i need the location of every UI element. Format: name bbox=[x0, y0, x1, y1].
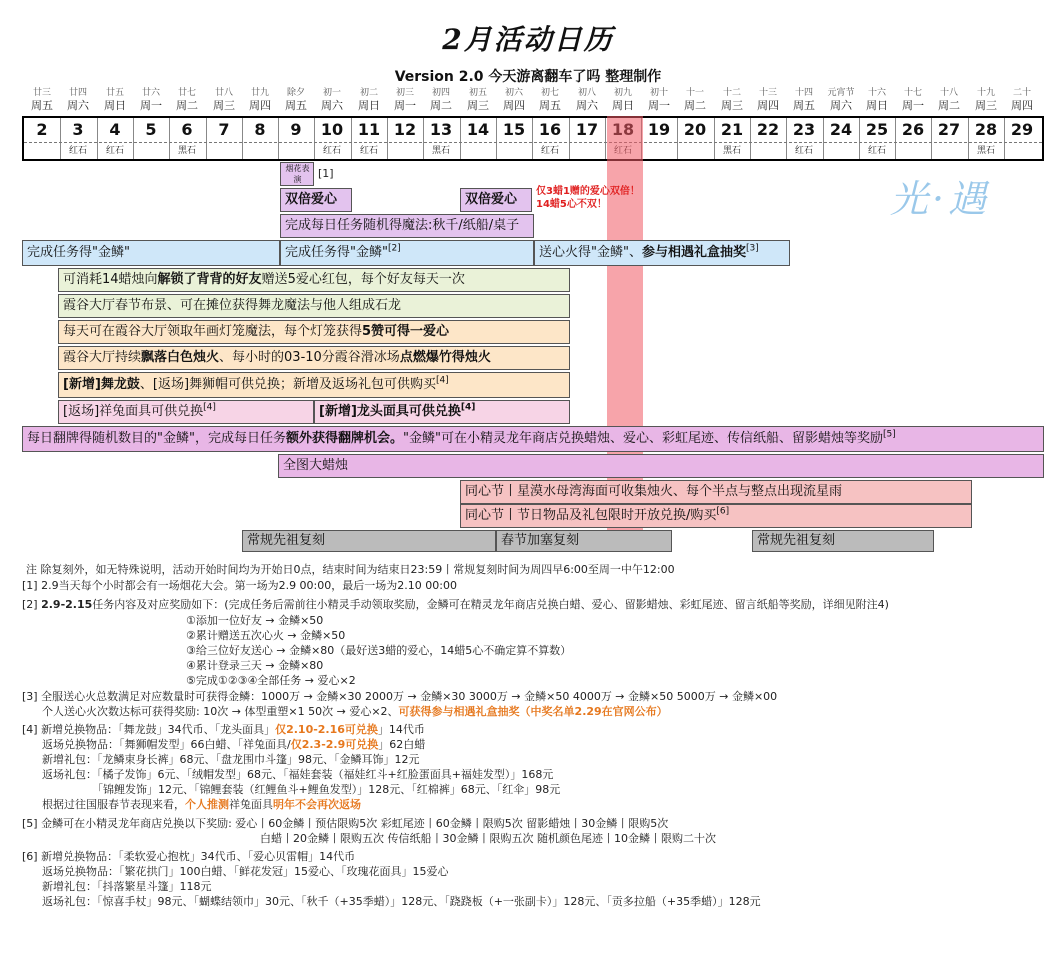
lunar-date: 初五 bbox=[468, 88, 487, 98]
lunar-date: 除夕 bbox=[286, 88, 305, 98]
lunar-date: 十四 bbox=[794, 88, 813, 98]
day-number: 4 bbox=[109, 120, 121, 139]
calendar-divider bbox=[24, 142, 1042, 143]
big-candle-bar: 全图大蜡烛 bbox=[278, 454, 1044, 478]
double-heart-bar-1: 双倍爱心 bbox=[280, 188, 352, 212]
note-2: [2] 2.9-2.15任务内容及对应奖励如下：(完成任务后需前往小精灵手动领取奖励，金鳞可在精灵龙年商店兑换白蜡、爱心、留影蜡烛、彩虹尾迹、留言纸船等奖励，详细见附注4) bbox=[22, 598, 889, 611]
day-number: 26 bbox=[901, 120, 925, 139]
note-4-line-6: 根据过往国服春节表现来看，个人推测祥兔面具明年不会再次返场 bbox=[42, 798, 361, 811]
note-4-line-5: 「锦鲤发饰」12元、「锦鲤套装（红鲤鱼斗+鲤鱼发型）」128元、「红棉裤」68元、「红伞」98元 bbox=[92, 783, 561, 796]
weekday-label: 周三 bbox=[467, 99, 489, 112]
note-1: [1] 2.9当天每个小时都会有一场烟花大会。第一场为2.9 00:00，最后一场为2.10 00:00 bbox=[22, 579, 457, 592]
lunar-date: 十七 bbox=[903, 88, 922, 98]
weekday-label: 周二 bbox=[938, 99, 960, 112]
candlelight-bar: 霞谷大厅持续飘落白色烛火、每小时的03-10分霞谷滑冰场点燃爆竹得烛火 bbox=[58, 346, 570, 370]
lunar-date: 十二 bbox=[722, 88, 741, 98]
weekday-label: 周二 bbox=[176, 99, 198, 112]
note-2-item: ④累计登录三天 → 金鳞×80 bbox=[186, 659, 324, 672]
weekday-label: 周五 bbox=[539, 99, 561, 112]
card-flip-bar: 每日翻牌得随机数目的"金鳞"，完成每日任务额外获得翻牌机会。"金鳞"可在小精灵龙年商店兑换蜡烛、爱心、彩虹尾迹、传信纸船、留影蜡烛等奖励[5] bbox=[22, 426, 1044, 452]
day-number: 12 bbox=[393, 120, 417, 139]
weekday-label: 周五 bbox=[31, 99, 53, 112]
day-number: 25 bbox=[865, 120, 889, 139]
weekday-label: 周一 bbox=[648, 99, 670, 112]
weekday-label: 周一 bbox=[394, 99, 416, 112]
note-6-line-4: 返场礼包：「惊喜手杖」98元、「蝴蝶结领巾」30元、「秋千（+35季蜡）」128元、「跷跷板（+一张副卡）」128元、「贡多拉船（+35季蜡）」128元 bbox=[42, 895, 761, 908]
lunar-date: 元宵节 bbox=[827, 88, 855, 98]
day-number: 10 bbox=[320, 120, 344, 139]
day-number: 5 bbox=[145, 120, 157, 139]
daily-magic-bar: 完成每日任务随机得魔法:秋千/纸船/桌子 bbox=[280, 214, 534, 238]
day-tag: 红石 bbox=[794, 146, 813, 156]
lunar-date: 初七 bbox=[540, 88, 559, 98]
weekday-label: 周六 bbox=[321, 99, 343, 112]
day-number: 15 bbox=[502, 120, 526, 139]
lunar-date: 初九 bbox=[613, 88, 632, 98]
weekday-label: 周三 bbox=[975, 99, 997, 112]
note-3-line-1: [3] 全服送心火总数满足对应数量时可获得金鳞：1000万 → 金鳞×30 2000万 → 金鳞×30 3000万 → 金鳞×50 4000万 → 金鳞×50 5000万 → 金鳞×00 bbox=[22, 690, 778, 703]
day-number: 3 bbox=[72, 120, 84, 139]
day-tag: 黑石 bbox=[431, 146, 450, 156]
note-4-line-2: 返场兑换物品：「舞狮帽发型」66白蜡、「祥兔面具/仅2.3-2.9可兑换」62白蜡 bbox=[42, 738, 426, 751]
note-3-line-2: 个人送心火次数达标可获得奖励: 10次 → 体型重塑×1 50次 → 爱心×2、可获得参与相遇礼盒抽奖（中奖名单2.29在官网公布） bbox=[42, 705, 668, 718]
lunar-date: 廿六 bbox=[141, 88, 160, 98]
lunar-date: 初一 bbox=[322, 88, 341, 98]
note-2-item: ②累计赠送五次心火 → 金鳞×50 bbox=[186, 629, 346, 642]
double-heart-bar-2: 双倍爱心 bbox=[460, 188, 532, 212]
double-heart-note: 仅3蜡1赠的爱心双倍！ 14蜡5心不双！ bbox=[536, 186, 640, 210]
lunar-date: 初四 bbox=[431, 88, 450, 98]
rabbit-mask-bar: [返场]祥兔面具可供兑换[4] bbox=[58, 400, 314, 424]
weekday-label: 周四 bbox=[503, 99, 525, 112]
weekday-label: 周四 bbox=[249, 99, 271, 112]
day-tag: 红石 bbox=[359, 146, 378, 156]
lunar-date: 廿八 bbox=[214, 88, 233, 98]
weekday-label: 周日 bbox=[866, 99, 888, 112]
note-4-line-3: 新增礼包：「龙鳞束身长裤」68元、「盘龙围巾斗篷」98元、「金鳞耳饰」12元 bbox=[42, 753, 420, 766]
decor-bar: 霞谷大厅春节布景、可在摊位获得舞龙魔法与他人组成石龙 bbox=[58, 294, 570, 318]
note-4-line-4: 返场礼包：「橘子发饰」6元、「绒帽发型」68元、「福娃套装（福娃红斗+红脸蛋面具+福娃发型）」168元 bbox=[42, 768, 554, 781]
weekday-label: 周日 bbox=[358, 99, 380, 112]
weekday-label: 周一 bbox=[140, 99, 162, 112]
tongxin-bar-2: 同心节丨节日物品及礼包限时开放兑换/购买[6] bbox=[460, 504, 972, 528]
gold-task-bar-1: 完成任务得"金鳞" bbox=[22, 240, 280, 266]
calendar-grid-frame bbox=[22, 116, 1044, 161]
gold-heart-bar: 送心火得"金鳞"、参与相遇礼盒抽奖[3] bbox=[534, 240, 790, 266]
page-subtitle: Version 2.0 今天游离翻车了吗 整理制作 bbox=[394, 69, 662, 85]
day-number: 2 bbox=[36, 120, 48, 139]
day-tag: 黑石 bbox=[976, 146, 995, 156]
candle-gift-bar: 可消耗14蜡烛向解锁了背背的好友赠送5爱心红包，每个好友每天一次 bbox=[58, 268, 570, 292]
day-number: 29 bbox=[1010, 120, 1034, 139]
day-tag: 红石 bbox=[322, 146, 341, 156]
day-number: 14 bbox=[466, 120, 490, 139]
weekday-label: 周二 bbox=[684, 99, 706, 112]
day-number: 21 bbox=[720, 120, 744, 139]
day-number: 9 bbox=[290, 120, 302, 139]
day-tag: 红石 bbox=[68, 146, 87, 156]
weekday-label: 周三 bbox=[213, 99, 235, 112]
weekday-label: 周二 bbox=[430, 99, 452, 112]
day-number: 20 bbox=[683, 120, 707, 139]
day-number: 28 bbox=[974, 120, 998, 139]
weekday-label: 周一 bbox=[902, 99, 924, 112]
weekday-label: 周五 bbox=[793, 99, 815, 112]
lunar-date: 初三 bbox=[395, 88, 414, 98]
lunar-date: 十一 bbox=[685, 88, 704, 98]
note-6-line-3: 新增礼包：「抖落繁星斗篷」118元 bbox=[42, 880, 212, 893]
lunar-date: 初六 bbox=[504, 88, 523, 98]
note-5-line-1: [5] 金鳞可在小精灵龙年商店兑换以下奖励: 爱心丨60金鳞丨预估限购5次 彩虹尾迹丨60金鳞丨限购5次 留影蜡烛丨30金鳞丨限购5次 bbox=[22, 817, 669, 830]
day-number: 27 bbox=[937, 120, 961, 139]
note-4-line-1: [4] 新增兑换物品：「舞龙鼓」34代币、「龙头面具」仅2.10-2.16可兑换」14代币 bbox=[22, 723, 425, 736]
gold-task-bar-2: 完成任务得"金鳞"[2] bbox=[280, 240, 534, 266]
dragon-drum-bar: [新增]舞龙鼓、[返场]舞狮帽可供兑换；新增及返场礼包可供购买[4] bbox=[58, 372, 570, 398]
note-5-line-2: 白蜡丨20金鳞丨限购五次 传信纸船丨30金鳞丨限购五次 随机颜色尾迹丨10金鳞丨限购二十次 bbox=[260, 832, 716, 845]
dragon-mask-bar: [新增]龙头面具可供兑换[4] bbox=[314, 400, 570, 424]
lunar-date: 十六 bbox=[867, 88, 886, 98]
day-tag: 红石 bbox=[105, 146, 124, 156]
note-general: 注 除复刻外，如无特殊说明，活动开始时间均为开始日0点，结束时间为结束日23:59丨常规复刻时间为周四早6:00至周一中午12:00 bbox=[26, 563, 675, 576]
lunar-date: 廿四 bbox=[68, 88, 87, 98]
day-tag: 红石 bbox=[867, 146, 886, 156]
weekday-label: 周六 bbox=[67, 99, 89, 112]
lunar-date: 十八 bbox=[939, 88, 958, 98]
lunar-date: 十九 bbox=[976, 88, 995, 98]
weekday-label: 周日 bbox=[104, 99, 126, 112]
note-6-line-1: [6] 新增兑换物品：「柔软爱心抱枕」34代币、「爱心贝雷帽」14代币 bbox=[22, 850, 356, 863]
weekday-label: 周三 bbox=[721, 99, 743, 112]
tongxin-bar-1: 同心节丨星漠水母湾海面可收集烛火、每个半点与整点出现流星雨 bbox=[460, 480, 972, 504]
sky-logo: 光·遇 bbox=[890, 177, 991, 221]
day-number: 23 bbox=[792, 120, 816, 139]
lantern-bar: 每天可在霞谷大厅领取年画灯笼魔法，每个灯笼获得5赞可得一爱心 bbox=[58, 320, 570, 344]
lunar-date: 廿五 bbox=[105, 88, 124, 98]
ancestor-rerun-bar-2: 常规先祖复刻 bbox=[752, 530, 934, 552]
day-number: 13 bbox=[429, 120, 453, 139]
spring-rerun-bar: 春节加塞复刻 bbox=[496, 530, 672, 552]
ancestor-rerun-bar-1: 常规先祖复刻 bbox=[242, 530, 496, 552]
fireworks-bar: 烟花表演 bbox=[280, 162, 314, 186]
note-2-item: ③给三位好友送心 → 金鳞×80（最好送3蜡的爱心，14蜡5心不确定算不算数） bbox=[186, 644, 572, 657]
weekday-label: 周四 bbox=[757, 99, 779, 112]
day-tag: 黑石 bbox=[722, 146, 741, 156]
day-tag: 红石 bbox=[540, 146, 559, 156]
lunar-date: 初八 bbox=[577, 88, 596, 98]
weekday-label: 周六 bbox=[830, 99, 852, 112]
weekday-label: 周四 bbox=[1011, 99, 1033, 112]
note-2-item: ①添加一位好友 → 金鳞×50 bbox=[186, 614, 324, 627]
day-number: 17 bbox=[575, 120, 599, 139]
day-number: 22 bbox=[756, 120, 780, 139]
day-number: 24 bbox=[829, 120, 853, 139]
day-number: 11 bbox=[357, 120, 381, 139]
lunar-date: 初二 bbox=[359, 88, 378, 98]
fireworks-note: [1] bbox=[318, 167, 334, 180]
weekday-label: 周日 bbox=[612, 99, 634, 112]
day-tag: 黑石 bbox=[177, 146, 196, 156]
lunar-date: 廿三 bbox=[32, 88, 51, 98]
weekday-label: 周五 bbox=[285, 99, 307, 112]
day-number: 16 bbox=[538, 120, 562, 139]
day-number: 6 bbox=[181, 120, 193, 139]
page-title: 2月活动日历 bbox=[442, 23, 614, 56]
day-number: 7 bbox=[218, 120, 230, 139]
weekday-label: 周六 bbox=[576, 99, 598, 112]
day-number: 19 bbox=[647, 120, 671, 139]
lunar-date: 二十 bbox=[1012, 88, 1031, 98]
note-2-item: ⑤完成①②③④全部任务 → 爱心×2 bbox=[186, 674, 356, 687]
lunar-date: 初十 bbox=[649, 88, 668, 98]
note-6-line-2: 返场兑换物品：「繁花拱门」100白蜡、「鲜花发冠」15爱心、「玫瑰花面具」15爱心 bbox=[42, 865, 449, 878]
lunar-date: 廿七 bbox=[177, 88, 196, 98]
lunar-date: 廿九 bbox=[250, 88, 269, 98]
day-number: 8 bbox=[254, 120, 266, 139]
lunar-date: 十三 bbox=[758, 88, 777, 98]
